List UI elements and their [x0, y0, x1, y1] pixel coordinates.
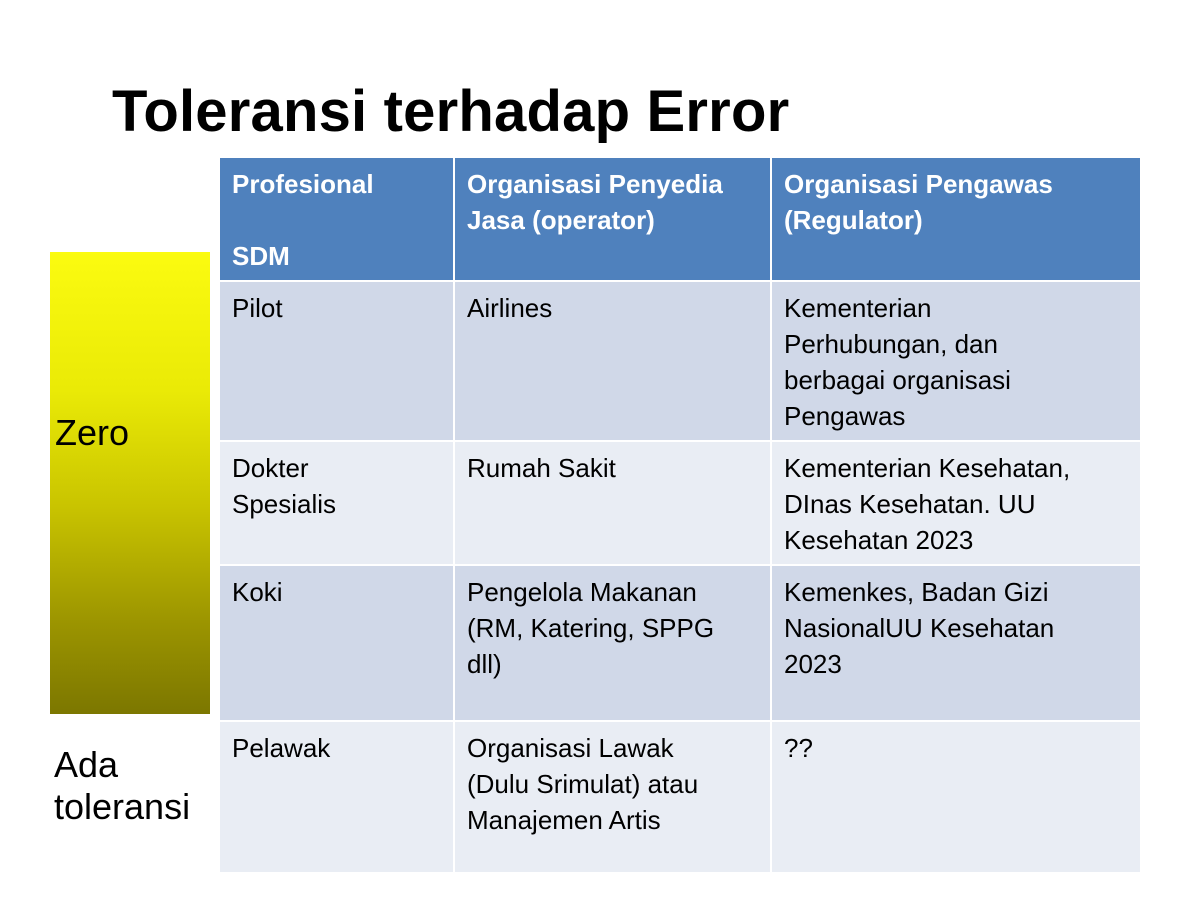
- slide-title: Toleransi terhadap Error: [112, 79, 790, 144]
- some-tolerance-label-line1: Ada: [54, 744, 119, 785]
- table-header-row: [219, 157, 1141, 281]
- cell-regulator: Kementerian Perhubungan, dan berbagai organisasi Pengawas: [771, 281, 1141, 441]
- cell-operator: Pengelola Makanan (RM, Katering, SPPG dll): [454, 565, 771, 721]
- cell-regulator: ??: [771, 721, 1141, 873]
- header-regulator-line2: (Regulator): [784, 205, 923, 235]
- header-sdm-label: SDM: [232, 241, 290, 271]
- header-operator-line2: Jasa (operator): [467, 205, 655, 235]
- header-profesional-sdm: [219, 157, 454, 281]
- cell-profesional: Dokter Spesialis: [219, 441, 454, 565]
- some-tolerance-label-line2: toleransi: [54, 786, 191, 827]
- error-tolerance-table: [218, 156, 1142, 874]
- cell-profesional: Pilot: [219, 281, 454, 441]
- cell-operator: Rumah Sakit: [454, 441, 771, 565]
- header-regulator-line1: Organisasi Pengawas: [784, 169, 1053, 199]
- cell-operator: Organisasi Lawak (Dulu Srimulat) atau Manajemen Artis: [454, 721, 771, 873]
- table-row: [219, 281, 1141, 441]
- some-tolerance-label: [54, 744, 190, 828]
- cell-profesional: Koki: [219, 565, 454, 721]
- header-regulator: [771, 157, 1141, 281]
- cell-regulator: Kementerian Kesehatan, DInas Kesehatan. UU Kesehatan 2023: [771, 441, 1141, 565]
- cell-profesional: Pelawak: [219, 721, 454, 873]
- cell-regulator: Kemenkes, Badan Gizi NasionalUU Kesehatan 2023: [771, 565, 1141, 721]
- cell-operator: Airlines: [454, 281, 771, 441]
- header-operator: [454, 157, 771, 281]
- table-row: [219, 565, 1141, 721]
- zero-tolerance-label: Zero: [55, 412, 130, 453]
- table-row: [219, 441, 1141, 565]
- header-profesional-label: Profesional: [232, 169, 374, 199]
- table-row: [219, 721, 1141, 873]
- header-operator-line1: Organisasi Penyedia: [467, 169, 723, 199]
- tolerance-gradient-bar: [50, 252, 210, 714]
